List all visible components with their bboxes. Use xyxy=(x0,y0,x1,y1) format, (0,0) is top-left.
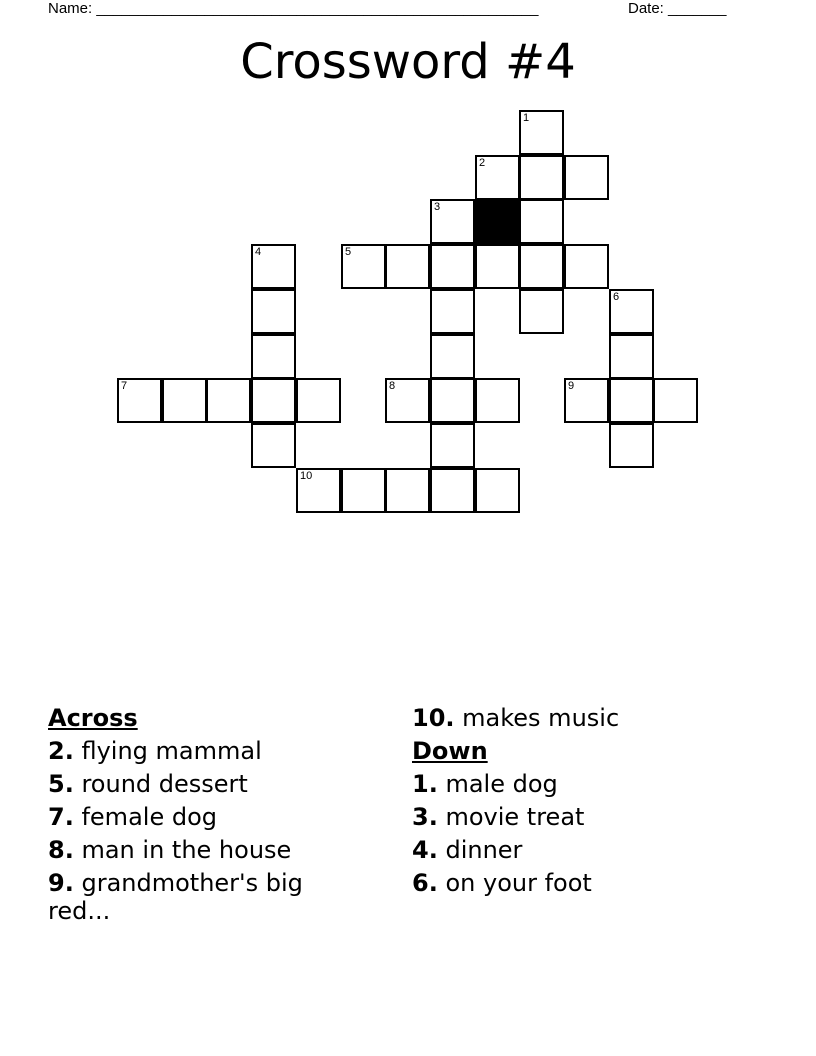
crossword-cell[interactable] xyxy=(296,468,341,513)
clue-number: 4. xyxy=(412,836,438,864)
crossword-cell[interactable] xyxy=(519,244,564,289)
clue-number: 9. xyxy=(48,869,74,897)
crossword-cell[interactable] xyxy=(385,244,430,289)
clue-text: grandmother's big red... xyxy=(48,869,303,925)
crossword-cell[interactable] xyxy=(430,289,475,334)
crossword-cell[interactable] xyxy=(117,378,162,423)
crossword-cell[interactable] xyxy=(430,468,475,513)
clue-text: dinner xyxy=(445,836,523,864)
crossword-cell[interactable] xyxy=(475,468,520,513)
crossword-cell[interactable] xyxy=(430,378,475,423)
clue-number-label: 8 xyxy=(389,380,396,392)
clue-number-label: 1 xyxy=(523,112,530,124)
crossword-cell[interactable] xyxy=(653,378,698,423)
clue-number-label: 7 xyxy=(121,380,128,392)
clue-number: 8. xyxy=(48,836,74,864)
crossword-cell[interactable] xyxy=(162,378,207,423)
clue-column-left xyxy=(48,702,348,925)
clue-text: man in the house xyxy=(81,836,292,864)
across-clue xyxy=(48,867,348,925)
crossword-cell[interactable] xyxy=(609,289,654,334)
clue-text: male dog xyxy=(445,770,558,798)
clue-text: makes music xyxy=(462,704,620,732)
crossword-cell[interactable] xyxy=(475,155,520,200)
crossword-cell[interactable] xyxy=(475,378,520,423)
crossword-cell[interactable] xyxy=(251,289,296,334)
down-clue xyxy=(412,867,772,900)
clue-text: round dessert xyxy=(81,770,248,798)
crossword-cell[interactable] xyxy=(251,378,296,423)
crossword-cell[interactable] xyxy=(206,378,251,423)
name-line: Name: _____________________________________________________ xyxy=(48,0,539,17)
clue-number: 7. xyxy=(48,803,74,831)
clue-column-right xyxy=(412,702,772,900)
crossword-cell[interactable] xyxy=(385,378,430,423)
clue-number: 5. xyxy=(48,770,74,798)
crossword-cell[interactable] xyxy=(519,199,564,244)
across-clue xyxy=(48,735,348,768)
crossword-cell[interactable] xyxy=(609,334,654,379)
clue-number-label: 9 xyxy=(568,380,575,392)
crossword-cell[interactable] xyxy=(296,378,341,423)
across-clue xyxy=(48,768,348,801)
clue-text: movie treat xyxy=(445,803,585,831)
clue-text: female dog xyxy=(81,803,217,831)
across-clue xyxy=(48,801,348,834)
crossword-cell-blocked xyxy=(475,199,520,244)
crossword-cell[interactable] xyxy=(430,423,475,468)
clue-number-label: 4 xyxy=(255,246,262,258)
across-clue xyxy=(48,834,348,867)
crossword-cell[interactable] xyxy=(341,468,386,513)
clue-number: 2. xyxy=(48,737,74,765)
crossword-cell[interactable] xyxy=(519,155,564,200)
crossword-cell[interactable] xyxy=(251,244,296,289)
crossword-cell[interactable] xyxy=(475,244,520,289)
crossword-cell[interactable] xyxy=(519,110,564,155)
down-clue xyxy=(412,834,772,867)
clue-number: 3. xyxy=(412,803,438,831)
crossword-cell[interactable] xyxy=(519,289,564,334)
clue-number-label: 2 xyxy=(479,157,486,169)
crossword-cell[interactable] xyxy=(251,334,296,379)
crossword-cell[interactable] xyxy=(564,378,609,423)
crossword-cell[interactable] xyxy=(251,423,296,468)
clue-text: on your foot xyxy=(445,869,592,897)
crossword-cell[interactable] xyxy=(564,155,609,200)
crossword-cell[interactable] xyxy=(385,468,430,513)
clue-number-label: 3 xyxy=(434,201,441,213)
clue-number: 6. xyxy=(412,869,438,897)
crossword-cell[interactable] xyxy=(609,423,654,468)
clue-number-label: 5 xyxy=(345,246,352,258)
clue-number: 1. xyxy=(412,770,438,798)
crossword-cell[interactable] xyxy=(341,244,386,289)
across-heading: Across xyxy=(48,704,138,732)
crossword-cell[interactable] xyxy=(430,199,475,244)
clue-number-label: 6 xyxy=(613,291,620,303)
clue-text: flying mammal xyxy=(81,737,262,765)
page-title: Crossword #4 xyxy=(240,34,576,90)
crossword-cell[interactable] xyxy=(430,334,475,379)
crossword-cell[interactable] xyxy=(609,378,654,423)
down-clue xyxy=(412,801,772,834)
crossword-cell[interactable] xyxy=(430,244,475,289)
crossword-cell[interactable] xyxy=(564,244,609,289)
across-clue xyxy=(412,702,772,735)
clue-number: 10. xyxy=(412,704,455,732)
date-line: Date: _______ xyxy=(628,0,727,17)
clue-number-label: 10 xyxy=(300,470,313,482)
down-clue xyxy=(412,768,772,801)
down-heading: Down xyxy=(412,737,488,765)
